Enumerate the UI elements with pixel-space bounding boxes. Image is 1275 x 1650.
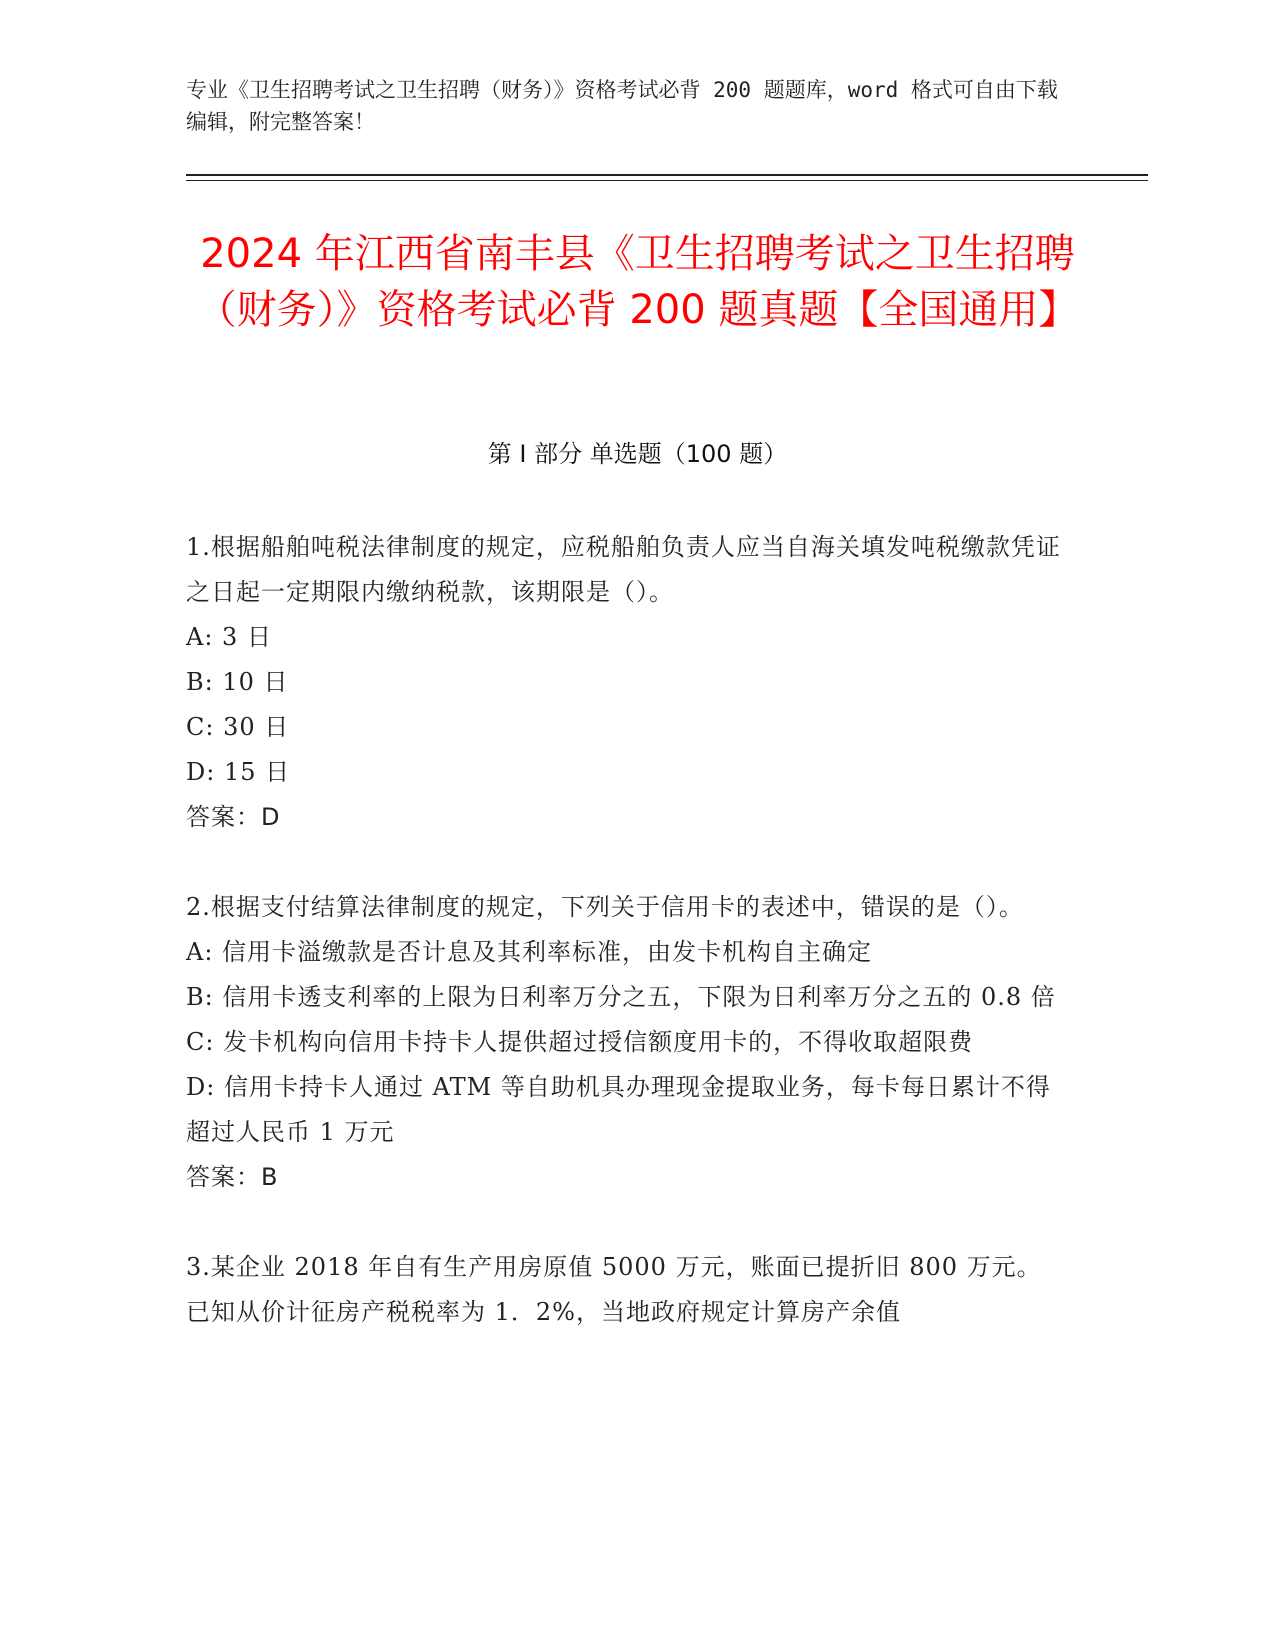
question-option-c: C: 发卡机构向信用卡持卡人提供超过授信额度用卡的，不得收取超限费	[186, 1028, 974, 1056]
section-title: 第 I 部分 单选题（100 题）	[487, 440, 788, 468]
question-stem: 3.某企业 2018 年自有生产用房原值 5000 万元，账面已提折旧 800 万元。已知从价计征房产税税率为 1．2%，当地政府规定计算房产余值	[186, 1253, 1042, 1326]
question-option-b: B: 信用卡透支利率的上限为日利率万分之五，下限为日利率万分之五的 0.8 倍	[186, 983, 1056, 1011]
header-divider-thick	[186, 174, 1148, 176]
question-list	[186, 525, 1066, 1335]
header-divider-thin	[186, 180, 1148, 181]
question-2	[186, 885, 1066, 1200]
question-option-a: A: 信用卡溢缴款是否计息及其利率标准，由发卡机构自主确定	[186, 938, 873, 966]
question-answer: 答案：B	[186, 1163, 279, 1191]
header-note: 专业《卫生招聘考试之卫生招聘（财务）》资格考试必背 200 题题库，word 格式可自由下载编辑，附完整答案！	[186, 78, 1058, 134]
document-title: 2024 年江西省南丰县《卫生招聘考试之卫生招聘（财务）》资格考试必背 200 题真题【全国通用】	[196, 231, 1079, 333]
question-1	[186, 525, 1066, 840]
question-stem: 1.根据船舶吨税法律制度的规定，应税船舶负责人应当自海关填发吨税缴款凭证之日起一定期限内缴纳税款，该期限是（）。	[186, 533, 1061, 606]
question-option-d: D: 15 日	[186, 758, 291, 786]
question-3	[186, 1245, 1066, 1335]
question-stem: 2.根据支付结算法律制度的规定，下列关于信用卡的表述中，错误的是（）。	[186, 893, 1024, 921]
question-option-c: C: 30 日	[186, 713, 290, 741]
question-option-b: B: 10 日	[186, 668, 289, 696]
question-option-a: A: 3 日	[186, 623, 272, 651]
question-spacer	[186, 1200, 1066, 1245]
question-spacer	[186, 840, 1066, 885]
question-option-d: D: 信用卡持卡人通过 ATM 等自助机具办理现金提取业务，每卡每日累计不得超过人民币 1 万元	[186, 1073, 1051, 1146]
question-answer: 答案：D	[186, 803, 281, 831]
